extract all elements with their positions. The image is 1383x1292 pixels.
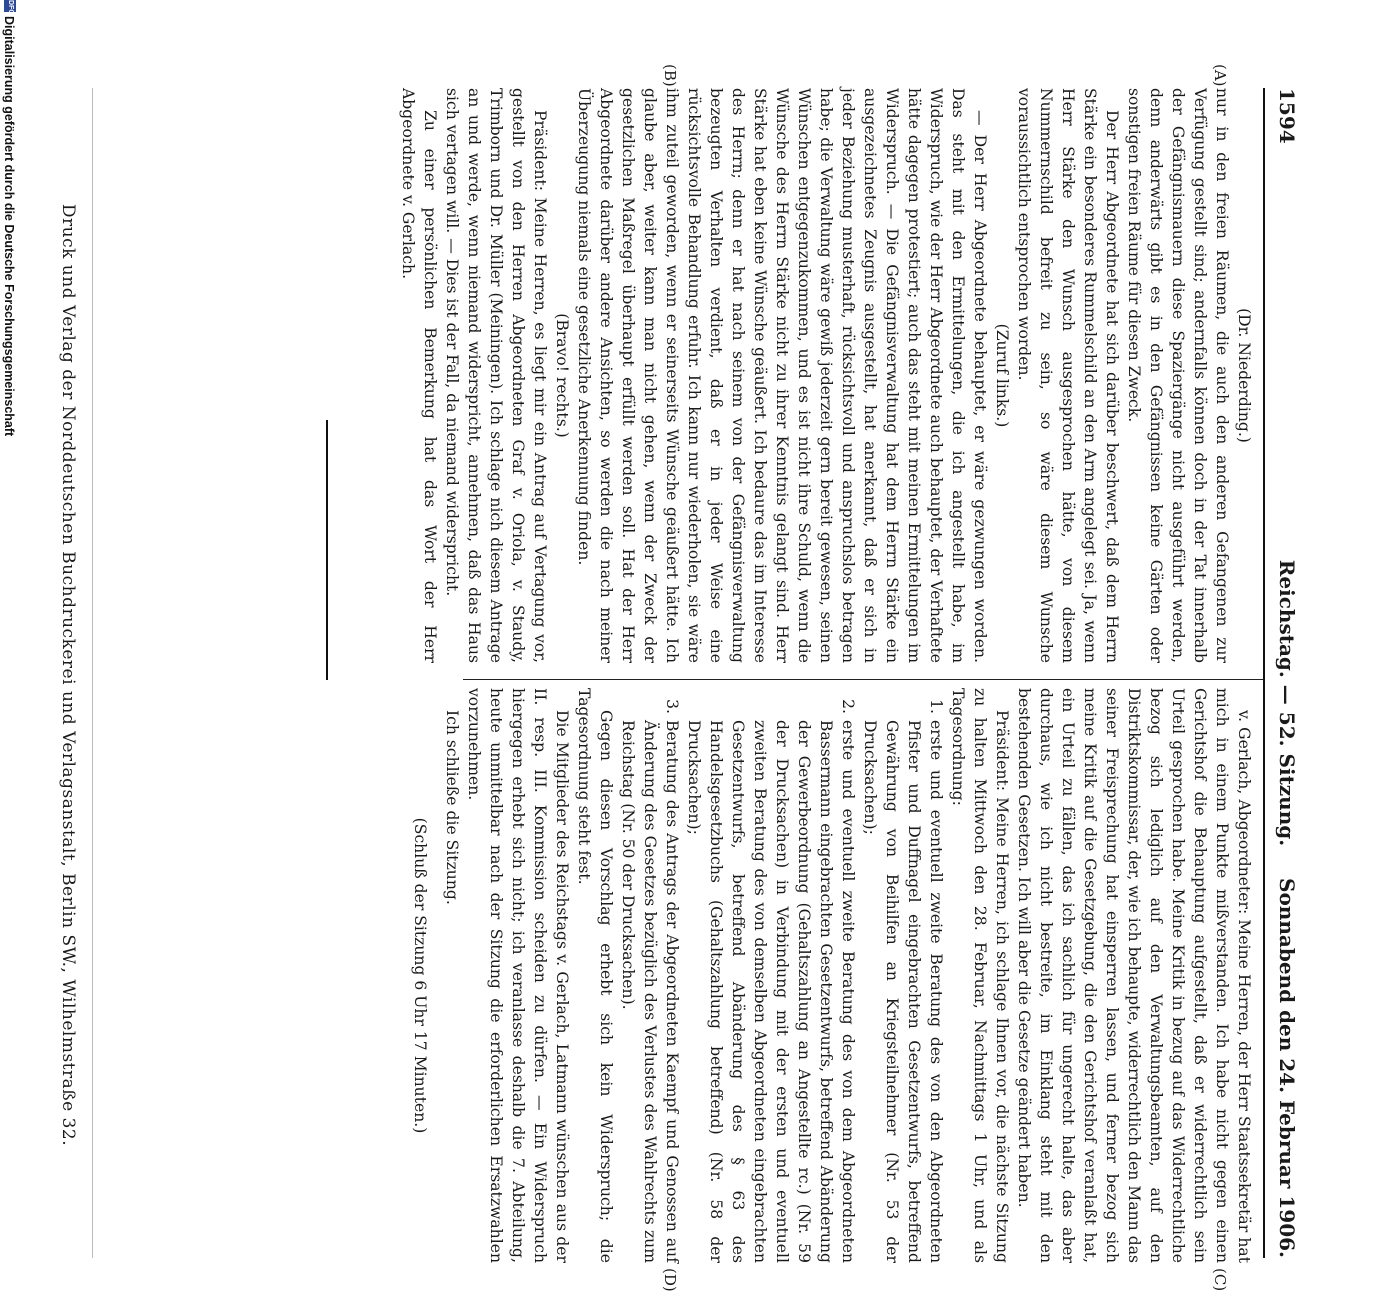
agenda-number: 1.: [927, 699, 945, 714]
column-divider: [463, 679, 1263, 680]
running-header: [1267, 88, 1307, 1258]
paragraph: Die Mitglieder des Reichstags v. Gerlach, Latmann wünschen aus der II. resp. III. Kommission scheiden zu dürfen. — Ein Widerspruch hiergegen erhebt sich nicht; ich veranlasse deshalb die 7. Abteilung, heute unmittelbar nach der Sitzung die erforderlichen Ersatzwahlen vorzunehmen.: [465, 688, 571, 1263]
digitization-footer: [0, 0, 18, 1000]
interjection: (Zuruf links.): [993, 323, 1011, 428]
closing-note: (Schluß der Sitzung 6 Uhr 17 Minuten.): [411, 817, 429, 1134]
paragraph: Der Herr Abgeordnete hat sich darüber beschwert, daß dem Herrn Stärke ein besonderes Rummelschild an den Arm angelegt sei. Ja, wenn Herr Stärke den Wunsch ausgesprochen hätte, von diesem Nummernschild befreit zu sein, so wäre diesem Wunsche voraussichtlich entsprochen worden.: [1015, 88, 1121, 663]
paragraph: Präsident: Meine Herren, ich schlage Ihnen vor, die nächste Sitzung zu halten Mittwoch den 28. Februar, Nachmittags 1 Uhr, und als Tagesordnung:: [949, 688, 1011, 1263]
agenda-number: 3.: [663, 699, 681, 714]
agenda-number: 2.: [839, 699, 857, 714]
page-number: 1594: [1275, 88, 1299, 144]
agenda-item: [683, 688, 859, 1263]
speaker-continued: (Dr. Niederding.): [1235, 308, 1253, 443]
header-date: Sonnabend den 24. Februar 1906.: [1275, 878, 1299, 1258]
paragraph: Zu einer persönlichen Bemerkung hat das Wort der Herr Abgeordnete v. Gerlach.: [399, 88, 439, 663]
paragraph: v. Gerlach, Abgeordneter: Meine Herren, der Herr Staatssekretär hat mich in einem Punkte mißverstanden. Ich habe nicht gegen einen Gerichtshof die Behauptung aufgestellt, daß er widerrechtlich sein Urteil gesprochen habe. Meine Kritik in bezug auf das Widerrechtliche bezog sich lediglich auf den Verwaltungsbeamten, auf den Distriktskommissar, der, wie ich behaupte, widerrechtlich den Mann das seiner Freisprechung hat einsperren lassen, und ferner bezog sich meine Kritik auf die Gesetzgebung, die den Gerichtshof veranlaßt hat, ein Urteil zu fällen, das ich sachlich für ungerecht halte, das aber durchaus, wie ich nicht bestreite, im Einklang steht mit den bestehenden Gesetzen. Ich will aber die Gesetze geändert haben.: [1015, 688, 1253, 1263]
printer-imprint: Druck und Verlag der Norddeutschen Buchdruckerei und Verlagsanstalt, Berlin SW., Wilhelmstraße 32.: [58, 203, 78, 1147]
agenda-text: erste und eventuell zweite Beratung des von den Abgeordneten Pfister und Duffnagel eingebrachten Gesetzentwurfs, betreffend Gewährung von Beihilfen an Kriegsteilnehmer (Nr. 53 der Drucksachen);: [861, 720, 945, 1263]
agenda-text: Beratung des Antrags der Abgeordneten Kaempf und Genossen auf Änderung des Gesetzes bezüglich des Verlustes des Wahlrechts zum Reichstag (Nr. 50 der Drucksachen).: [619, 720, 681, 1263]
margin-marker-c: (C): [1211, 1268, 1229, 1292]
right-column: [409, 688, 1255, 1263]
interjection: (Bravo! rechts.): [553, 313, 571, 438]
margin-marker-d: (D): [661, 1268, 679, 1292]
left-column: [397, 88, 1255, 663]
paragraph: Gegen diesen Vorschlag erhebt sich kein Widerspruch; die Tagesordnung steht fest.: [575, 688, 615, 1263]
agenda-text: erste und eventuell zweite Beratung des von dem Abgeordneten Bassermann eingebrachten Gesetzentwurfs, betreffend Abänderung der Gewerbeordnung (Gehaltszahlung an Angestellte rc.) (Nr. 59 der Drucksachen) in Verbindung mit der ersten und eventuell zweiten Beratung des von demselben Abgeordneten eingebrachten Gesetzentwurfs, betreffend Abänderung des § 63 des Handelsgesetzbuchs (Gehaltszahlung betreffend) (Nr. 58 der Drucksachen);: [685, 720, 857, 1263]
footer-text: Digitalisierung gefördert durch die Deutsche Forschungsgemeinschaft: [2, 16, 16, 437]
dfg-logo: DFG: [4, 0, 16, 12]
section-rule: [326, 420, 328, 680]
agenda-item: [617, 688, 683, 1263]
paragraph: Präsident: Meine Herren, es liegt mir ein Antrag auf Vertagung vor, gestellt von den Herren Abgeordneten Graf v. Oriola, v. Staudy, Trimborn und Dr. Müller (Meiningen). Ich schlage nich diesem Antrage an und werde, wenn niemand widerspricht, annehmen, daß das Haus sich vertagen will. — Dies ist der Fall, da niemand widerspricht.: [443, 88, 549, 663]
margin-marker-b: (B): [661, 64, 679, 87]
paragraph: nur in den freien Räumen, die auch den anderen Gefangenen zur Verfügung gestellt sind; andernfalls können doch in der Tat innerhalb der Gefängnismauern diese Spaziergänge nicht ausgeführt werden, denn anderwärts gibt es in den Gefängnissen keine Gärten oder sonstigen freien Räume für diesen Zweck.: [1125, 88, 1231, 663]
agenda-item: [859, 688, 947, 1263]
header-title: Reichstag. — 52. Sitzung.: [1275, 559, 1299, 847]
footer-rule: [92, 88, 93, 1258]
paragraph: — Der Herr Abgeordnete behauptet, er wäre gezwungen worden. Das steht mit den Ermittelungen, die ich angestellt habe, im Widerspruch, wie der Herr Abgeordnete auch behauptet, der Verhaftete hätte dagegen protestiert; auch das steht mit meinen Ermittelungen im Widerspruch. — Die Gefängnisverwaltung hat dem Herrn Stärke ein ausgezeichnetes Zeugnis ausgestellt, hat anerkannt, daß er sich in jeder Beziehung musterhaft, rücksichtsvoll und anspruchslos betragen habe; die Verwaltung wäre gewiß jederzeit gern bereit gewesen, seinen Wünschen entgegenzukommen, und es ist nicht ihre Schuld, wenn die Wünsche des Herrn Stärke nicht zu ihrer Kenntnis gelangt sind. Herr Stärke hat eben keine Wünsche geäußert. Ich bedaure das im Interesse des Herrn; denn er hat nach seinem von der Gefängnisverwaltung bezeugten Verhalten verdient, daß er in jeder Weise eine rücksichtsvolle Behandlung erfuhr. Ich kann nur wiederholen, sie wäre ihm zuteil geworden, wenn er seinerseits Wünsche geäußert hätte. Ich glaube aber, weiter kann man nicht gehen, wenn der Zweck der gesetzlichen Maßregel überhaupt erfüllt werden soll. Hat der Herr Abgeordnete darüber andere Ansichten, so werden die nach meiner Überzeugung niemals eine gesetzliche Anerkennung finden.: [575, 88, 989, 663]
margin-marker-a: (A): [1211, 64, 1229, 87]
header-rule: [1263, 88, 1265, 1258]
paragraph: Ich schließe die Sitzung.: [443, 710, 461, 905]
